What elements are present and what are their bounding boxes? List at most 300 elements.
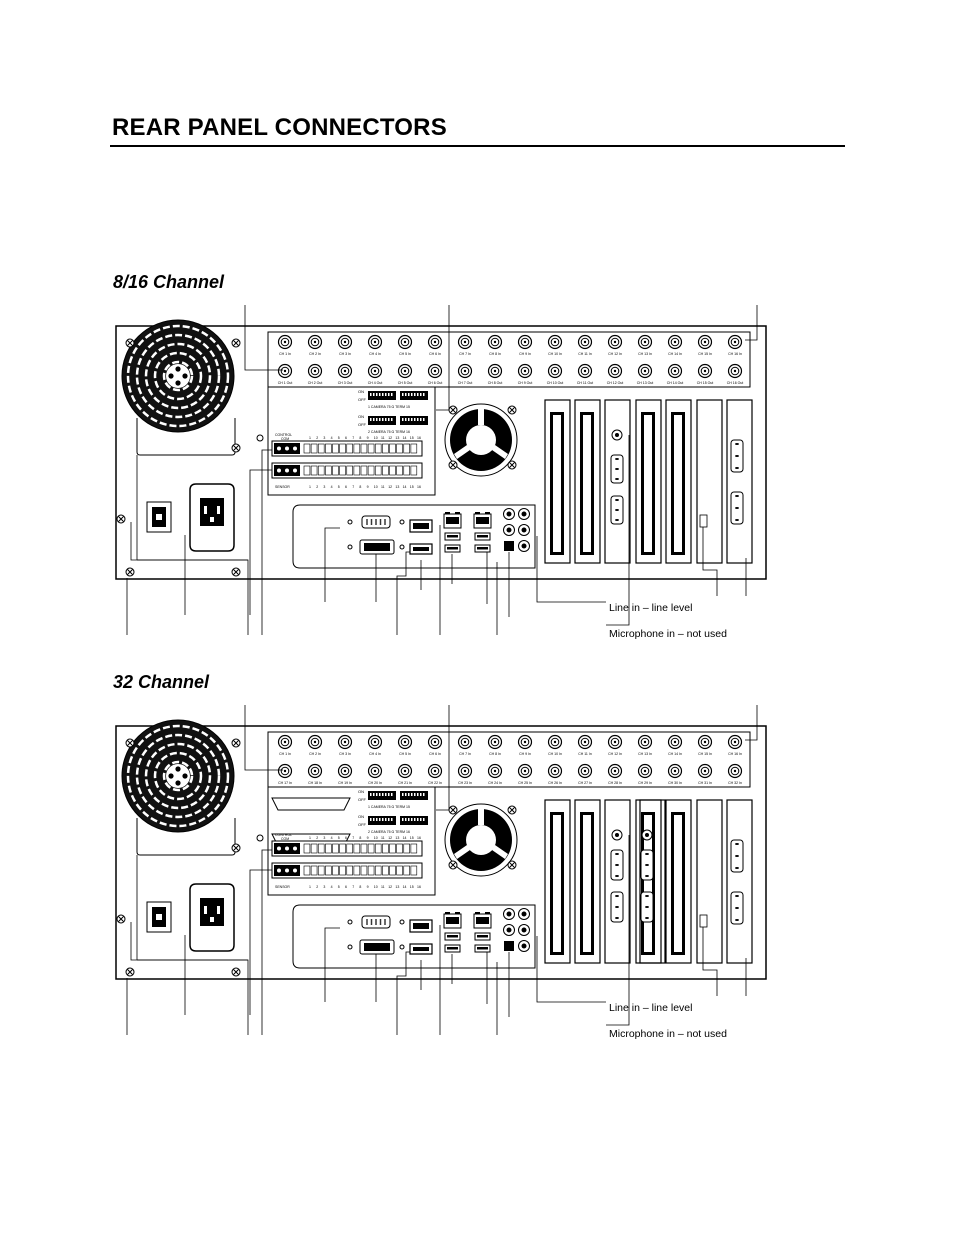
dip-switch-lever [414,393,416,396]
bnc-pin [314,341,316,343]
vga-pin [371,919,373,921]
terminal-number: 15 [409,885,414,889]
motherboard-io-area [293,905,535,968]
switch-label-off: OFF [358,422,366,427]
audio-jack-hole [522,544,527,549]
bnc-label-in: CH 8 In [489,752,501,756]
bnc-label-in: CH 1 In [279,352,291,356]
db-connector-icon [272,798,350,810]
vga-pin [375,521,377,523]
bnc-pin [584,370,586,372]
terminal-number: 15 [409,436,414,440]
expansion-slot-bracket [605,800,630,963]
dip-switch-lever [420,418,422,421]
terminal-screw [277,847,281,851]
vga-pin [617,468,619,470]
dip-switch-lever [402,818,404,821]
optical-port-icon [504,941,514,951]
vga-pin [375,519,377,521]
terminal-number: 4 [330,885,333,889]
bnc-pin [614,770,616,772]
terminal-cell [397,444,403,453]
bnc-pin [644,341,646,343]
dip-switch-lever [379,793,381,796]
dip-switch-lever [423,393,425,396]
bnc-label-out: CH 2 Out [307,381,323,385]
bnc-label-out: CH 32 In [728,781,742,785]
audio-jack-hole [522,512,527,517]
dip-switch-lever [402,418,404,421]
terminal-cell [375,444,381,453]
dip-switch-lever [382,418,384,421]
terminal-cell [397,466,403,475]
dip-switch-lever [417,793,419,796]
terminal-cell [354,844,360,853]
vga-pin [647,895,649,897]
ac-inlet-pin [217,506,220,514]
bnc-pin [434,370,436,372]
bnc-pin [464,341,466,343]
terminal-number: 8 [359,436,362,440]
camera-term-label: 1 CAMERA 75 Ω TERM 15 [368,405,410,409]
terminal-cell [347,844,353,853]
bnc-label-out: CH 27 In [578,781,592,785]
terminal-number: 1 [309,885,311,889]
ethernet-led [485,912,490,914]
dip-switch-lever [388,418,390,421]
bnc-label-in: CH 13 In [638,352,652,356]
control-label: CONTROL [275,433,293,437]
ac-inlet-pin [210,517,214,522]
terminal-cell [304,444,310,453]
bnc-pin [434,741,436,743]
bnc-label-out: CH 26 In [548,781,562,785]
com-label: COM [281,837,290,841]
vga-pin [384,519,386,521]
dip-switch-lever [376,793,378,796]
ethernet-led [475,512,480,514]
terminal-number: 7 [352,885,355,889]
vga-pin [617,895,619,897]
bnc-pin [404,770,406,772]
sensor-label: SENSOR [275,885,290,889]
dip-switch-lever [411,793,413,796]
terminal-number: 10 [373,485,378,489]
dip-switch-lever [385,793,387,796]
bnc-pin [404,341,406,343]
terminal-number: 11 [381,436,385,440]
bnc-label-in: CH 14 In [668,352,682,356]
bnc-pin [584,741,586,743]
com-label: COM [281,437,290,441]
bnc-label-out: CH 15 Out [696,381,714,385]
terminal-cell [361,444,367,453]
bnc-pin [374,341,376,343]
vga-pin [617,853,619,855]
usb-port-tongue [477,547,488,550]
vga-pin [737,519,739,521]
dip-switch-lever [370,818,372,821]
terminal-cell [340,844,346,853]
audio-card-jack-hole [645,833,649,837]
vga-pin [371,923,373,925]
terminal-cell [325,444,331,453]
terminal-number: 6 [345,485,347,489]
audio-jack-hole [507,912,512,917]
bnc-pin [734,741,736,743]
dip-switch-lever [411,393,413,396]
bnc-label-in: CH 2 In [309,752,321,756]
bnc-label-in: CH 15 In [698,752,712,756]
vga-pin [371,521,373,523]
hdmi-port-jack [413,947,429,951]
bnc-pin [434,770,436,772]
terminal-cell [390,866,396,875]
dip-switch-lever [391,393,393,396]
dip-switch-lever [408,418,410,421]
terminal-number: 14 [402,885,407,889]
bnc-pin [374,741,376,743]
ethernet-port-jack [476,517,489,524]
bnc-label-in: CH 16 In [728,752,742,756]
section-title-8-16-channel: 8/16 Channel [113,272,225,292]
bnc-pin [524,770,526,772]
terminal-number: 5 [337,836,340,840]
terminal-cell [318,444,324,453]
bnc-pin [494,741,496,743]
terminal-number: 2 [316,885,319,889]
vga-pin [617,519,619,521]
terminal-cell [361,466,367,475]
bnc-pin [404,741,406,743]
camera-term-label: 1 CAMERA 75 Ω TERM 15 [368,805,410,809]
terminal-number: 2 [316,836,319,840]
bnc-label-out: CH 13 Out [636,381,654,385]
terminal-number: 5 [337,885,340,889]
usb-port-tongue [447,535,458,538]
displayport-jack [413,523,429,529]
expansion-slot-opening [674,415,682,552]
terminal-cell [390,444,396,453]
terminal-number: 12 [388,485,393,489]
terminal-cell [368,844,374,853]
terminal-screw [293,847,297,851]
vga-pin [617,509,619,511]
bnc-label-in: CH 3 In [339,352,351,356]
dip-switch-lever [408,818,410,821]
terminal-number: 14 [402,436,407,440]
switch-label-on: ON [358,814,364,819]
expansion-slot-opening [644,415,652,552]
terminal-cell [333,866,339,875]
dip-switch-lever [379,418,381,421]
vga-pin [737,919,739,921]
led-indicator [257,835,263,841]
expansion-slot-opening [674,815,682,952]
switch-label-on: ON [358,789,364,794]
vga-pin [647,853,649,855]
dip-switch-lever [379,818,381,821]
bnc-label-in: CH 10 In [548,752,562,756]
terminal-number: 14 [402,485,407,489]
camera-term-label: 2 CAMERA 75 Ω TERM 16 [368,830,410,834]
terminal-number: 9 [366,485,369,489]
fan-hub-bolt [175,780,180,785]
bnc-pin [524,741,526,743]
terminal-number: 3 [323,436,326,440]
vga-pin [366,521,368,523]
dip-switch-lever [420,393,422,396]
bnc-pin [344,341,346,343]
terminal-number: 6 [345,836,347,840]
dip-switch-lever [391,818,393,821]
dip-switch-lever [417,818,419,821]
ethernet-port-jack [446,917,459,924]
terminal-cell [340,466,346,475]
terminal-cell [304,466,310,475]
ac-inlet-pin [204,906,207,914]
terminal-cell [340,444,346,453]
bnc-pin [704,741,706,743]
dip-switch-lever [373,393,375,396]
terminal-number: 5 [337,436,340,440]
ethernet-port-jack [446,517,459,524]
terminal-cell [397,866,403,875]
fan-hub-bolt [175,380,180,385]
terminal-cell [375,866,381,875]
vga-pin [617,906,619,908]
terminal-cell [304,866,310,875]
terminal-cell [411,866,417,875]
vga-pin [647,864,649,866]
terminal-cell [347,866,353,875]
bnc-pin [464,370,466,372]
dip-switch-lever [423,793,425,796]
usb-port-tongue [447,947,458,950]
bnc-label-out: CH 5 Out [397,381,413,385]
dip-switch-lever [420,793,422,796]
vga-pin [384,923,386,925]
vga-pin [366,923,368,925]
bnc-pin [704,341,706,343]
section-title-32-channel: 32 Channel [113,672,210,692]
bnc-pin [494,370,496,372]
terminal-cell [311,866,317,875]
vga-pin [384,521,386,523]
vga-pin [384,523,386,525]
ac-inlet-pin [204,506,207,514]
terminal-cell [411,444,417,453]
bnc-label-out: CH 30 In [668,781,682,785]
vga-pin [617,458,619,460]
fan-hub-bolt [168,373,173,378]
vga-pin [617,917,619,919]
terminal-cell [382,444,388,453]
dip-switch-lever [382,393,384,396]
audio-jack-hole [522,944,527,949]
terminal-number: 9 [366,885,369,889]
bnc-label-in: CH 12 In [608,752,622,756]
bnc-label-in: CH 1 In [279,752,291,756]
page-title: REAR PANEL CONNECTORS [112,114,447,141]
bnc-pin [674,370,676,372]
terminal-cell [347,444,353,453]
terminal-cell [411,466,417,475]
bnc-pin [524,341,526,343]
vga-pin [366,921,368,923]
bnc-label-out: CH 21 In [398,781,412,785]
dip-switch-lever [385,393,387,396]
callout-line-in-label: Line in – line level [609,1002,693,1014]
terminal-number: 16 [417,436,421,440]
bnc-label-in: CH 14 In [668,752,682,756]
dip-switch-lever [370,418,372,421]
terminal-number: 12 [388,836,393,840]
dip-switch-lever [370,793,372,796]
bnc-label-out: CH 31 In [698,781,712,785]
terminal-number: 10 [373,436,378,440]
bnc-pin [734,370,736,372]
bnc-label-out: CH 12 Out [606,381,624,385]
vga-pin [375,919,377,921]
vga-pin [380,921,382,923]
audio-jack-hole [522,912,527,917]
terminal-cell [390,466,396,475]
dip-switch-lever [420,818,422,821]
power-switch-indicator [156,514,162,520]
dip-switch-lever [405,793,407,796]
terminal-number: 14 [402,836,407,840]
terminal-cell [311,444,317,453]
vga-pin [737,507,739,509]
ethernet-led [445,512,450,514]
terminal-number: 7 [352,436,355,440]
terminal-screw [285,869,289,873]
title-rule [110,145,845,147]
vga-pin [366,519,368,521]
dip-switch-lever [411,418,413,421]
terminal-cell [325,844,331,853]
motherboard-io-area [293,505,535,568]
small-header-icon [700,515,707,527]
hdmi-port-jack [413,547,429,551]
vga-pin [375,523,377,525]
bnc-label-out: CH 23 In [458,781,472,785]
switch-label-off: OFF [358,797,366,802]
bnc-label-in: CH 6 In [429,352,441,356]
bnc-pin [614,741,616,743]
dip-switch-lever [423,818,425,821]
terminal-cell [375,844,381,853]
fan-hub-bolt [175,766,180,771]
terminal-cell [325,466,331,475]
fan-hub-bolt [182,373,187,378]
dvi-port-pins [364,543,390,551]
audio-jack-hole [507,928,512,933]
optical-port-icon [504,541,514,551]
bnc-label-out: CH 14 Out [666,381,684,385]
terminal-cell [390,844,396,853]
dip-switch-lever [385,418,387,421]
ethernet-port-jack [476,917,489,924]
bnc-pin [464,770,466,772]
led-indicator [257,435,263,441]
vga-pin [617,864,619,866]
terminal-cell [347,466,353,475]
terminal-number: 4 [330,836,333,840]
expansion-slot-bracket [727,800,752,963]
bnc-pin [494,770,496,772]
dip-switch-lever [388,393,390,396]
terminal-number: 13 [395,836,400,840]
vga-pin [380,919,382,921]
terminal-number: 3 [323,485,326,489]
callout-mic-in-label: Microphone in – not used [609,1028,727,1040]
bnc-label-out: CH 6 Out [427,381,443,385]
vga-pin [737,455,739,457]
terminal-number: 2 [316,485,319,489]
expansion-slot-bracket [697,800,722,963]
terminal-number: 7 [352,485,355,489]
vga-pin [375,923,377,925]
audio-jack-hole [507,528,512,533]
vga-pin [380,523,382,525]
expansion-slot-opening [553,415,561,552]
terminal-cell [354,466,360,475]
bnc-pin [404,370,406,372]
terminal-cell [333,444,339,453]
bnc-label-in: CH 6 In [429,752,441,756]
bnc-label-out: CH 1 Out [277,381,293,385]
terminal-cell [361,844,367,853]
bnc-label-in: CH 15 In [698,352,712,356]
terminal-cell [404,466,410,475]
bnc-pin [554,370,556,372]
bnc-label-in: CH 7 In [459,352,471,356]
usb-port-tongue [477,947,488,950]
dip-switch-lever [402,793,404,796]
terminal-screw [293,447,297,451]
dip-switch-lever [388,793,390,796]
expansion-slot-bracket [697,400,722,563]
terminal-number: 9 [366,436,369,440]
vga-pin [380,923,382,925]
terminal-number: 1 [309,485,311,489]
terminal-cell [304,844,310,853]
dip-switch-lever [376,818,378,821]
bnc-label-out: CH 17 In [278,781,292,785]
terminal-number: 10 [373,836,378,840]
vga-pin [371,523,373,525]
expansion-slot-bracket [727,400,752,563]
audio-jack-hole [522,528,527,533]
bnc-pin [554,770,556,772]
dip-switch-lever [382,793,384,796]
terminal-number: 11 [381,836,385,840]
terminal-number: 13 [395,436,400,440]
dip-switch-lever [423,418,425,421]
terminal-cell [368,866,374,875]
bnc-pin [644,741,646,743]
terminal-number: 1 [309,436,311,440]
bnc-label-out: CH 22 In [428,781,442,785]
small-header-icon [700,915,707,927]
ethernet-led [455,512,460,514]
bnc-label-in: CH 4 In [369,352,381,356]
vga-pin [384,919,386,921]
vga-pin [617,478,619,480]
terminal-cell [361,866,367,875]
